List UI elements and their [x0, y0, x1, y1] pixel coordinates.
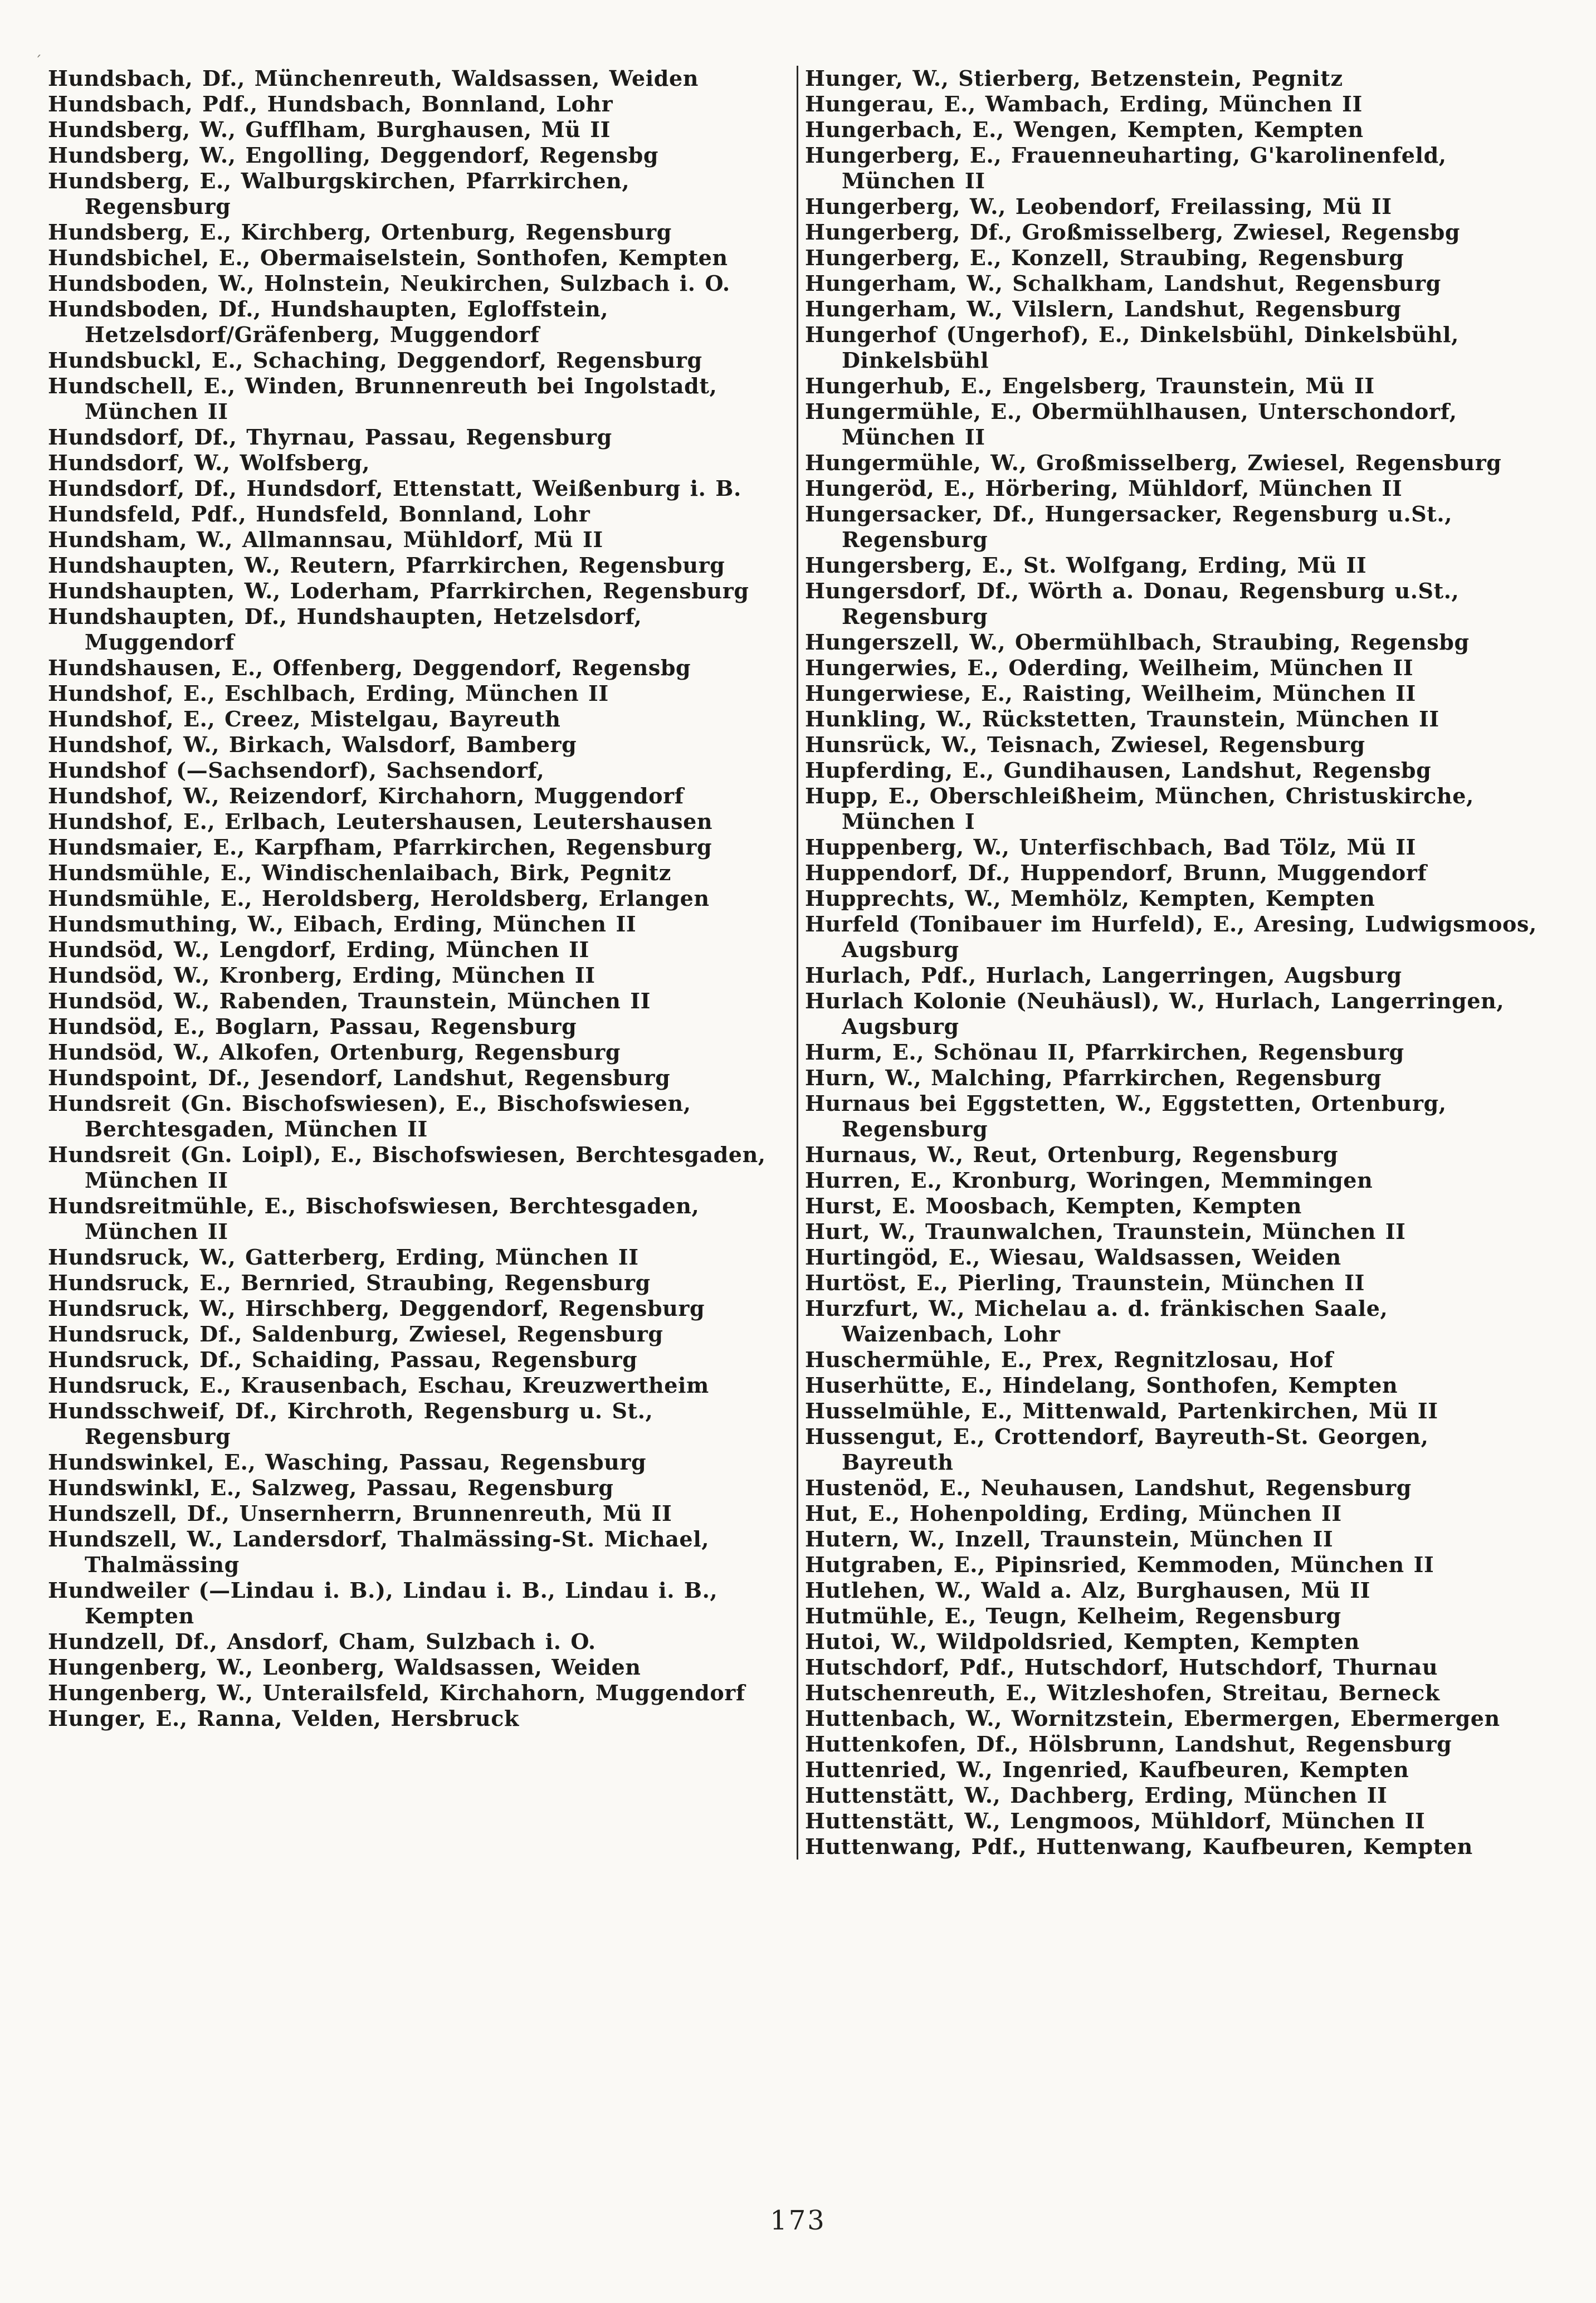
gazetteer-entry: Hundsbach, Pdf., Hundsbach, Bonnland, Lohr [48, 91, 613, 116]
gazetteer-entry: Hundschell, E., Winden, Brunnenreuth bei Ingolstadt, München II [48, 373, 718, 424]
gazetteer-entry: Hundsbuckl, E., Schaching, Deggendorf, Regensburg [48, 348, 702, 373]
gazetteer-entry: Hurfeld (Tonibauer im Hurfeld), E., Aresing, Ludwigsmoos, Augsburg [805, 911, 1537, 962]
gazetteer-entry: Hut, E., Hohenpolding, Erding, München II [805, 1501, 1342, 1526]
gazetteer-entry: Hutern, W., Inzell, Traunstein, München II [805, 1526, 1334, 1551]
gazetteer-entry: Hupprechts, W., Memhölz, Kempten, Kempten [805, 886, 1375, 911]
gazetteer-entry: Hundsöd, W., Kronberg, Erding, München II [48, 963, 596, 988]
gazetteer-entry: Hunkling, W., Rückstetten, Traunstein, München II [805, 706, 1439, 731]
page-number: 173 [770, 2205, 826, 2236]
gazetteer-entry: Hundsruck, W., Gatterberg, Erding, München II [48, 1245, 639, 1270]
gazetteer-entry: Huserhütte, E., Hindelang, Sonthofen, Kempten [805, 1373, 1398, 1398]
gazetteer-entry: Hundsruck, E., Krausenbach, Eschau, Kreuzwertheim [48, 1373, 709, 1398]
gazetteer-entry: Hutschdorf, Pdf., Hutschdorf, Hutschdorf, Thurnau [805, 1655, 1438, 1680]
gazetteer-entry: Hundspoint, Df., Jesendorf, Landshut, Regensburg [48, 1065, 671, 1090]
gazetteer-entry: Hungenberg, W., Unterailsfeld, Kirchahorn, Muggendorf [48, 1680, 745, 1705]
gazetteer-entry: Hungerszell, W., Obermühlbach, Straubing, Regensbg [805, 630, 1470, 655]
gazetteer-entry: Hundsöd, W., Alkofen, Ortenburg, Regensburg [48, 1040, 621, 1065]
gazetteer-entry: Hurm, E., Schönau II, Pfarrkirchen, Regensburg [805, 1040, 1404, 1065]
gazetteer-entry: Hundszell, Df., Unsernherrn, Brunnenreuth, Mü II [48, 1501, 672, 1526]
gazetteer-entry: Hungerwiese, E., Raisting, Weilheim, München II [805, 681, 1416, 706]
gazetteer-entry: Hungerhub, E., Engelsberg, Traunstein, Mü II [805, 373, 1375, 398]
gazetteer-entry: Hundsboden, W., Holnstein, Neukirchen, Sulzbach i. O. [48, 271, 730, 296]
gazetteer-entry: Hundsfeld, Pdf., Hundsfeld, Bonnland, Lohr [48, 501, 590, 526]
gazetteer-entry: Husselmühle, E., Mittenwald, Partenkirchen, Mü II [805, 1398, 1438, 1423]
gazetteer-entry: Hungerberg, Df., Großmisselberg, Zwiesel, Regensbg [805, 219, 1461, 245]
gazetteer-entry: Hungersdorf, Df., Wörth a. Donau, Regensburg u.St., Regensburg [805, 578, 1460, 629]
gazetteer-entry: Hundshof, W., Birkach, Walsdorf, Bamberg [48, 732, 577, 757]
gazetteer-entry: Hundszell, W., Landersdorf, Thalmässing-St. Michael, Thalmässing [48, 1526, 710, 1577]
gazetteer-entry: Hungermühle, W., Großmisselberg, Zwiesel, Regensburg [805, 450, 1502, 475]
gazetteer-entry: Hundshof, E., Eschlbach, Erding, München II [48, 681, 609, 706]
gazetteer-entry: Hurn, W., Malching, Pfarrkirchen, Regensburg [805, 1065, 1382, 1090]
gazetteer-entry: Hutschenreuth, E., Witzleshofen, Streitau, Berneck [805, 1680, 1440, 1705]
column-divider [797, 66, 798, 1860]
gazetteer-entry: Huppenberg, W., Unterfischbach, Bad Tölz, Mü II [805, 835, 1417, 860]
gazetteer-entry: Hungeröd, E., Hörbering, Mühldorf, München II [805, 476, 1403, 501]
gazetteer-entry: Hundsruck, Df., Schaiding, Passau, Regensburg [48, 1347, 638, 1372]
gazetteer-entry: Hundsmühle, E., Windischenlaibach, Birk, Pegnitz [48, 860, 671, 885]
gazetteer-entry: Hundsruck, W., Hirschberg, Deggendorf, Regensburg [48, 1296, 705, 1321]
gazetteer-entry: Hunsrück, W., Teisnach, Zwiesel, Regensburg [805, 732, 1365, 757]
gazetteer-entry: Hundsdorf, Df., Hundsdorf, Ettenstatt, Weißenburg i. B. [48, 476, 741, 501]
gazetteer-entry: Hunger, W., Stierberg, Betzenstein, Pegnitz [805, 66, 1343, 91]
gazetteer-entry: Hustenöd, E., Neuhausen, Landshut, Regensburg [805, 1475, 1412, 1500]
gazetteer-entry: Hurlach, Pdf., Hurlach, Langerringen, Augsburg [805, 963, 1402, 988]
scan-artifact-mark: ´ [35, 53, 42, 70]
gazetteer-entry: Hungermühle, E., Obermühlhausen, Unterschondorf, München II [805, 399, 1457, 450]
gazetteer-entry: Hurnaus, W., Reut, Ortenburg, Regensburg [805, 1142, 1339, 1167]
gazetteer-entry: Hundsbach, Df., Münchenreuth, Waldsassen, Weiden [48, 66, 699, 91]
gazetteer-entry: Hundsreit (Gn. Bischofswiesen), E., Bischofswiesen, Berchtesgaden, München II [48, 1091, 691, 1141]
gazetteer-entry: Hungerhof (Ungerhof), E., Dinkelsbühl, Dinkelsbühl, Dinkelsbühl [805, 322, 1459, 373]
gazetteer-entry: Hurtingöd, E., Wiesau, Waldsassen, Weiden [805, 1245, 1341, 1270]
gazetteer-entry: Hundsöd, W., Lengdorf, Erding, München II [48, 937, 589, 962]
gazetteer-entry: Hundshaupten, W., Loderham, Pfarrkirchen, Regensburg [48, 578, 749, 603]
gazetteer-entry: Hundsmühle, E., Heroldsberg, Heroldsberg, Erlangen [48, 886, 710, 911]
gazetteer-entry: Hungersberg, E., St. Wolfgang, Erding, Mü II [805, 553, 1367, 578]
gazetteer-entry: Hundsberg, W., Gufflham, Burghausen, Mü II [48, 117, 611, 142]
gazetteer-entry: Hungerham, W., Schalkham, Landshut, Regensburg [805, 271, 1441, 296]
gazetteer-entry: Hungerberg, W., Leobendorf, Freilassing, Mü II [805, 194, 1392, 219]
gazetteer-entry: Hungerwies, E., Oderding, Weilheim, München II [805, 655, 1414, 680]
gazetteer-entry: Hundsreit (Gn. Loipl), E., Bischofswiesen, Berchtesgaden, München II [48, 1142, 766, 1193]
gazetteer-entry: Hundshof, E., Erlbach, Leutershausen, Leutershausen [48, 809, 713, 834]
gazetteer-entry: Hutoi, W., Wildpoldsried, Kempten, Kempten [805, 1629, 1360, 1654]
gazetteer-entry: Huttenkofen, Df., Hölsbrunn, Landshut, Regensburg [805, 1731, 1452, 1756]
gazetteer-entry: Hurt, W., Traunwalchen, Traunstein, München II [805, 1219, 1406, 1244]
gazetteer-entry: Hundsboden, Df., Hundshaupten, Egloffstein, Hetzelsdorf/Gräfenberg, Muggendorf [48, 296, 609, 347]
gazetteer-entry: Hundsöd, E., Boglarn, Passau, Regensburg [48, 1014, 577, 1039]
gazetteer-entry: Hungerberg, E., Frauenneuharting, G'karolinenfeld, München II [805, 143, 1447, 193]
gazetteer-entry: Hurren, E., Kronburg, Woringen, Memmingen [805, 1168, 1373, 1193]
gazetteer-entry: Hundsschweif, Df., Kirchroth, Regensburg u. St., Regensburg [48, 1398, 653, 1449]
gazetteer-entry: Hutgraben, E., Pipinsried, Kemmoden, München II [805, 1552, 1434, 1577]
gazetteer-entry: Hundweiler (—Lindau i. B.), Lindau i. B., Lindau i. B., Kempten [48, 1578, 718, 1628]
gazetteer-entry: Hupp, E., Oberschleißheim, München, Christuskirche, München I [805, 783, 1474, 834]
gazetteer-entry: Hutlehen, W., Wald a. Alz, Burghausen, Mü II [805, 1578, 1371, 1603]
gazetteer-entry: Hurtöst, E., Pierling, Traunstein, München II [805, 1270, 1365, 1295]
left-column [48, 66, 784, 1860]
gazetteer-entry: Hundsruck, Df., Saldenburg, Zwiesel, Regensburg [48, 1321, 663, 1346]
gazetteer-entry: Hundshof, W., Reizendorf, Kirchahorn, Muggendorf [48, 783, 684, 808]
text-columns [48, 66, 1541, 1860]
gazetteer-entry: Hungerbach, E., Wengen, Kempten, Kempten [805, 117, 1364, 142]
gazetteer-entry: Hundsreitmühle, E., Bischofswiesen, Berchtesgaden, München II [48, 1193, 700, 1244]
gazetteer-entry: Hundsberg, E., Kirchberg, Ortenburg, Regensburg [48, 219, 672, 245]
gazetteer-entry: Hundsmaier, E., Karpfham, Pfarrkirchen, Regensburg [48, 835, 712, 860]
gazetteer-entry: Huttenstätt, W., Dachberg, Erding, München II [805, 1783, 1388, 1808]
gazetteer-entry: Hundshof (—Sachsendorf), Sachsendorf, [48, 758, 545, 783]
gazetteer-entry: Hundzell, Df., Ansdorf, Cham, Sulzbach i. O. [48, 1629, 596, 1654]
gazetteer-entry: Hundsberg, W., Engolling, Deggendorf, Regensbg [48, 143, 659, 168]
gazetteer-entry: Hundswinkel, E., Wasching, Passau, Regensburg [48, 1450, 647, 1475]
gazetteer-entry: Hurst, E. Moosbach, Kempten, Kempten [805, 1193, 1302, 1218]
gazetteer-entry: Hurlach Kolonie (Neuhäusl), W., Hurlach, Langerringen, Augsburg [805, 988, 1505, 1039]
gazetteer-entry: Hungerham, W., Vilslern, Landshut, Regensburg [805, 296, 1402, 321]
gazetteer-entry: Hussengut, E., Crottendorf, Bayreuth-St. Georgen, Bayreuth [805, 1424, 1429, 1475]
gazetteer-entry: Hundsham, W., Allmannsau, Mühldorf, Mü II [48, 527, 603, 552]
gazetteer-entry: Hunger, E., Ranna, Velden, Hersbruck [48, 1706, 519, 1731]
gazetteer-entry: Hungersacker, Df., Hungersacker, Regensburg u.St., Regensburg [805, 501, 1453, 552]
gazetteer-entry: Hundsbichel, E., Obermaiselstein, Sonthofen, Kempten [48, 245, 728, 270]
gazetteer-entry: Hundshof, E., Creez, Mistelgau, Bayreuth [48, 706, 561, 731]
gazetteer-entry: Huttenried, W., Ingenried, Kaufbeuren, Kempten [805, 1757, 1409, 1782]
gazetteer-entry: Huttenwang, Pdf., Huttenwang, Kaufbeuren, Kempten [805, 1834, 1473, 1859]
gazetteer-entry: Hundsdorf, W., Wolfsberg, [48, 450, 370, 475]
gazetteer-entry: Hundsdorf, Df., Thyrnau, Passau, Regensburg [48, 425, 612, 450]
gazetteer-entry: Hundshausen, E., Offenberg, Deggendorf, Regensbg [48, 655, 691, 680]
gazetteer-entry: Hurnaus bei Eggstetten, W., Eggstetten, Ortenburg, Regensburg [805, 1091, 1447, 1141]
gazetteer-entry: Hurzfurt, W., Michelau a. d. fränkischen Saale, Waizenbach, Lohr [805, 1296, 1388, 1346]
gazetteer-entry: Hungenberg, W., Leonberg, Waldsassen, Weiden [48, 1655, 641, 1680]
gazetteer-entry: Hundsberg, E., Walburgskirchen, Pfarrkirchen, Regensburg [48, 168, 630, 219]
gazetteer-entry: Huschermühle, E., Prex, Regnitzlosau, Hof [805, 1347, 1334, 1372]
gazetteer-entry: Hungerau, E., Wambach, Erding, München II [805, 91, 1363, 116]
gazetteer-entry: Hundsöd, W., Rabenden, Traunstein, München II [48, 988, 651, 1013]
gazetteer-entry: Huttenbach, W., Wornitzstein, Ebermergen, Ebermergen [805, 1706, 1500, 1731]
gazetteer-entry: Hungerberg, E., Konzell, Straubing, Regensburg [805, 245, 1404, 270]
right-column [805, 66, 1541, 1860]
gazetteer-entry: Hundswinkl, E., Salzweg, Passau, Regensburg [48, 1475, 614, 1500]
gazetteer-entry: Hundsruck, E., Bernried, Straubing, Regensburg [48, 1270, 651, 1295]
gazetteer-entry: Huppendorf, Df., Huppendorf, Brunn, Muggendorf [805, 860, 1427, 885]
gazetteer-entry: Hundsmuthing, W., Eibach, Erding, München II [48, 911, 637, 936]
gazetteer-entry: Huttenstätt, W., Lengmoos, Mühldorf, München II [805, 1808, 1426, 1833]
gazetteer-entry: Hutmühle, E., Teugn, Kelheim, Regensburg [805, 1603, 1341, 1628]
gazetteer-entry: Hupferding, E., Gundihausen, Landshut, Regensbg [805, 758, 1432, 783]
gazetteer-entry: Hundshaupten, Df., Hundshaupten, Hetzelsdorf, Muggendorf [48, 604, 642, 655]
gazetteer-entry: Hundshaupten, W., Reutern, Pfarrkirchen, Regensburg [48, 553, 725, 578]
